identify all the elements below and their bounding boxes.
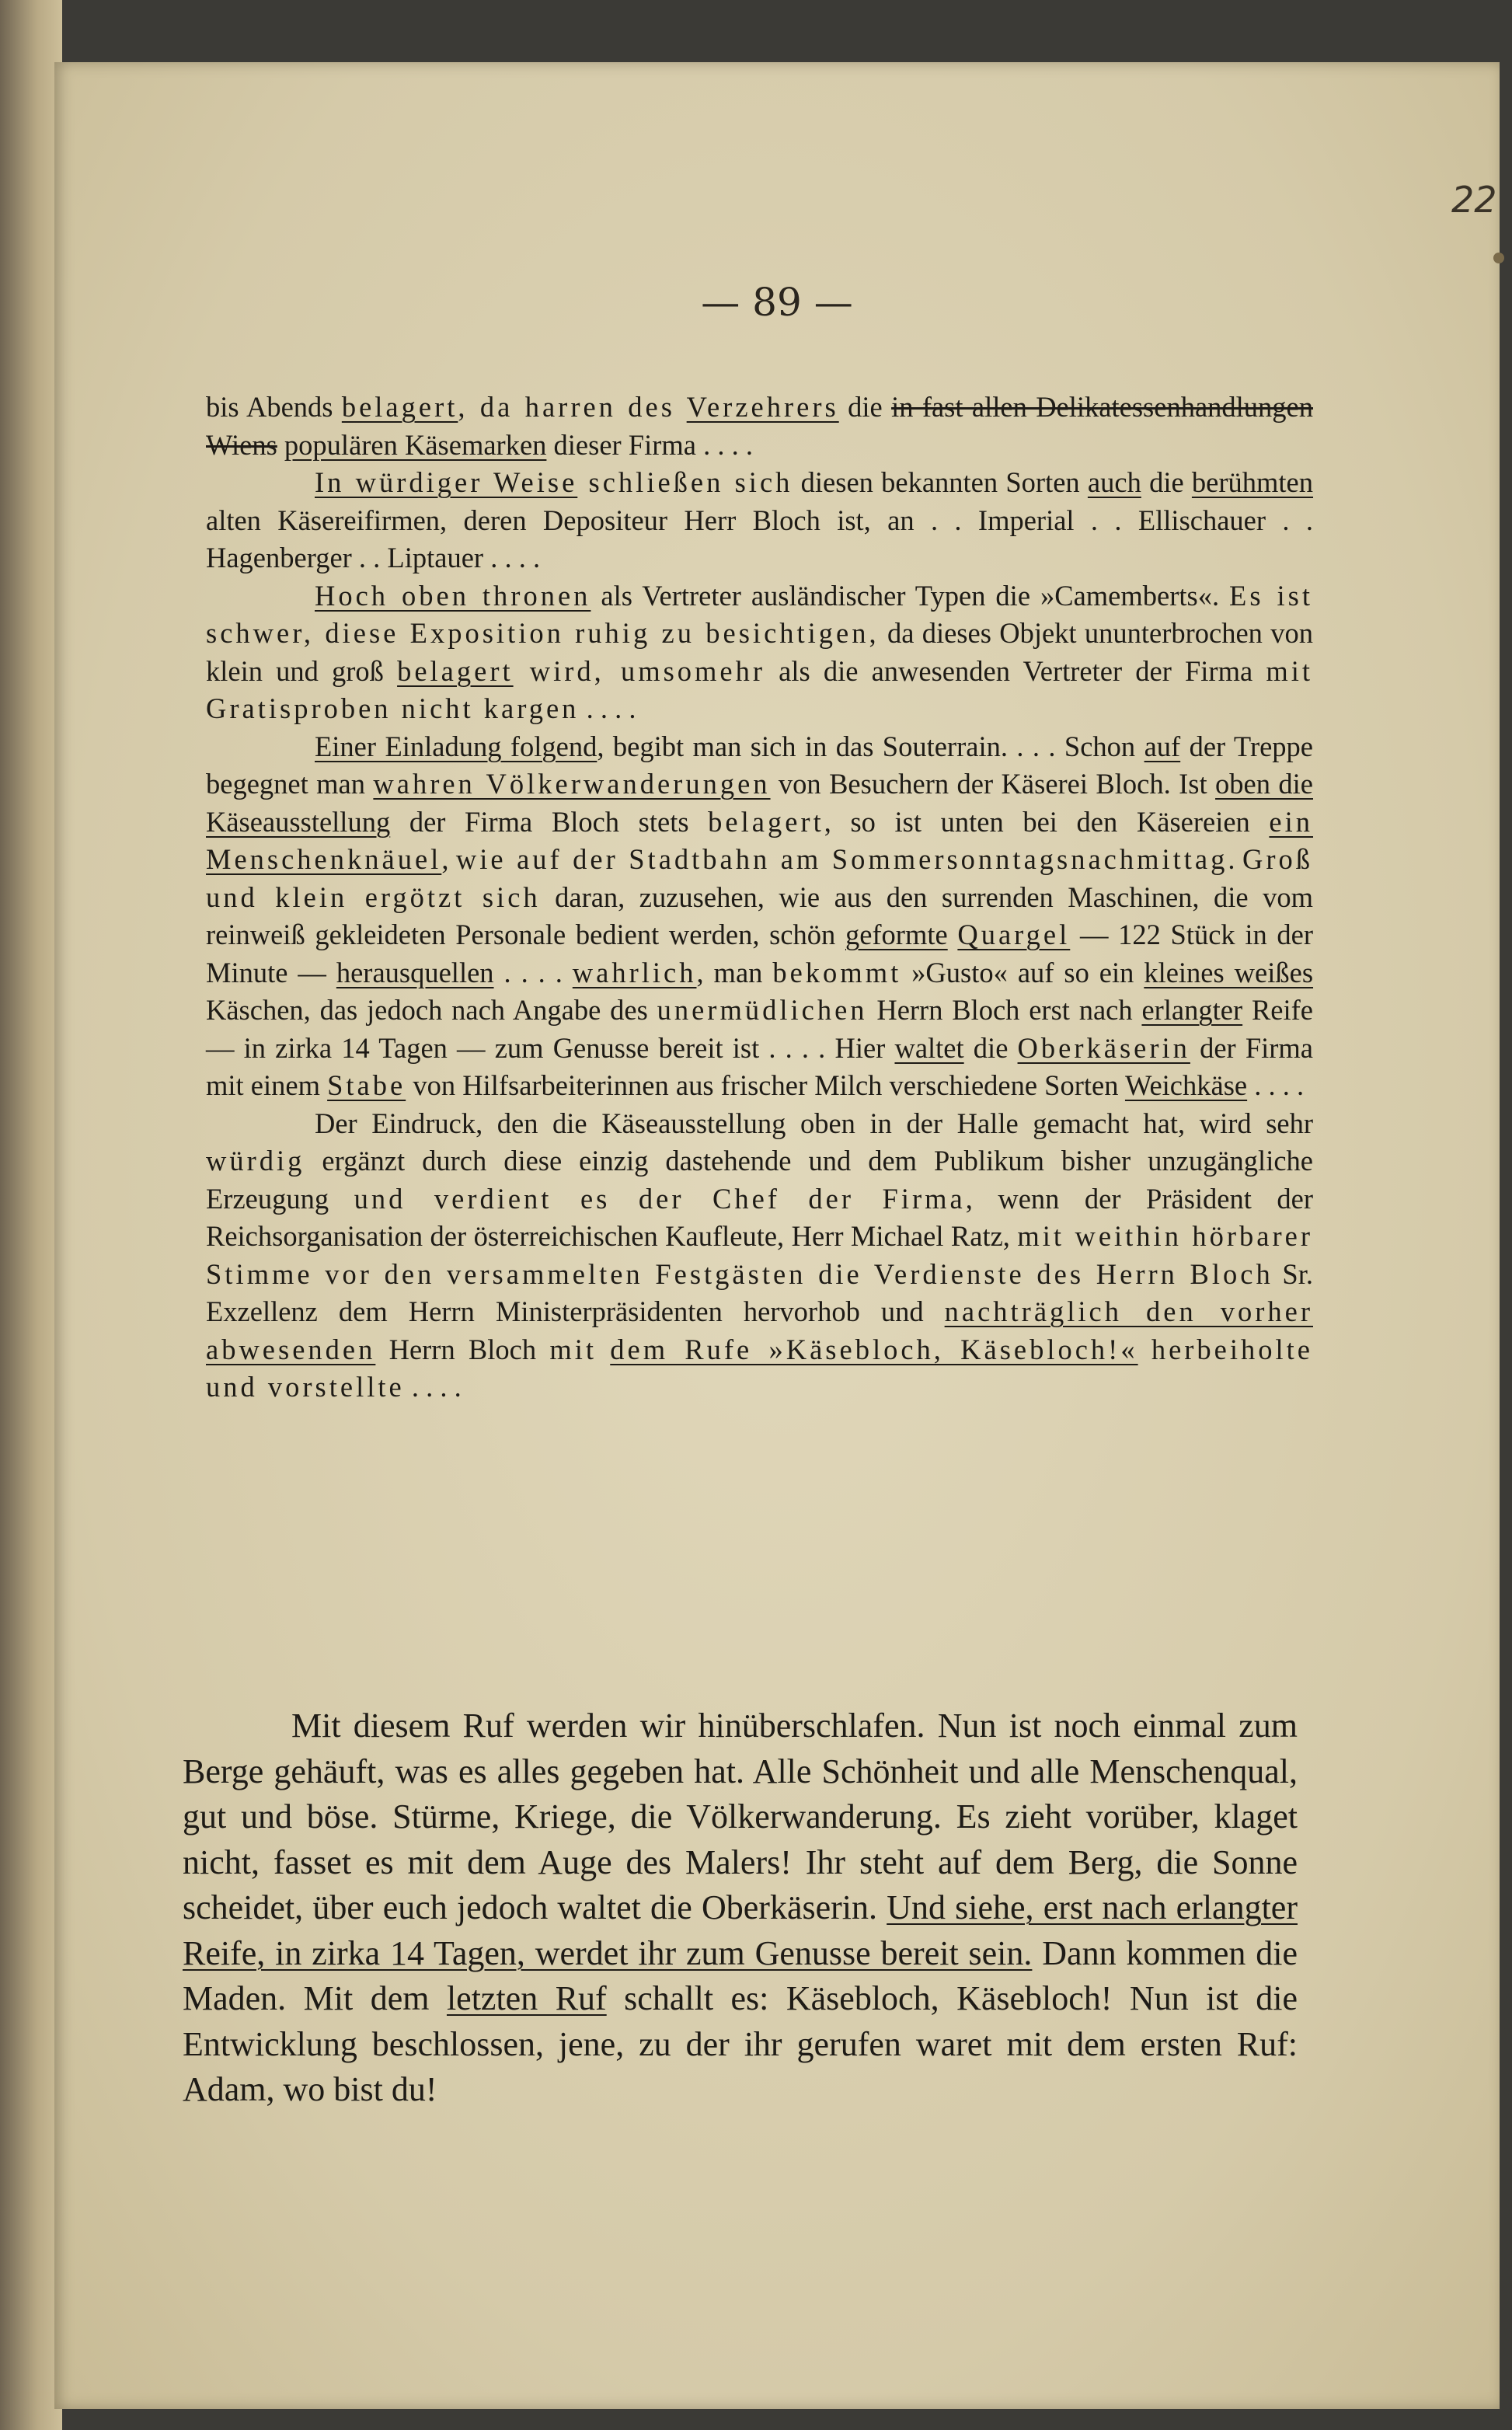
- text-run: und verdient es der Chef der Firma: [354, 1182, 966, 1215]
- text-run: alten Käsereifirmen, deren Depositeur Herr Bloch ist, an . . Imperial . . Ellischauer . . Hagenberger . . Liptauer . . . .: [206, 504, 1313, 574]
- text-run: populären Käsemarken: [284, 428, 547, 461]
- text-run: letzten Ruf: [446, 1979, 607, 2017]
- text-run: Verzehrers: [686, 391, 839, 423]
- text-run: waltet: [894, 1031, 964, 1064]
- text-run: dem Rufe »Käsebloch, Käsebloch!«: [610, 1333, 1138, 1365]
- text-run: die: [838, 391, 892, 423]
- text-run: belagert: [397, 654, 514, 687]
- text-run: als die anwesenden Vertreter der Firma: [765, 654, 1266, 687]
- text-run: Reife — in zirka 14 Tagen — zum Genusse bereit ist . . . . Hier: [206, 994, 1313, 1064]
- text-run: Groß und klein ergötzt sich: [206, 843, 1314, 913]
- text-run: , begibt man sich in das Souterrain. . . . Schon: [597, 730, 1144, 762]
- text-run: Käschen, das jedoch nach Angabe des: [206, 994, 657, 1026]
- text-run: — 122 Stück in der Minute —: [206, 919, 1314, 988]
- text-run: wahren Völkerwanderungen: [373, 768, 771, 800]
- text-run: Herrn Bloch: [375, 1333, 550, 1365]
- text-run: auf: [1144, 730, 1181, 762]
- text-run: [277, 429, 284, 461]
- main-text: [206, 389, 1313, 1407]
- text-run: mit weithin hörbarer Stimme vor den versammelten Festgästen die Verdienste des Herrn Bloch: [206, 1220, 1313, 1290]
- text-run: wird, umsomehr: [513, 654, 766, 687]
- text-run: geformte: [845, 919, 948, 950]
- paragraph: [206, 577, 1313, 728]
- text-run: ,: [441, 843, 456, 875]
- text-run: Hoch oben thronen: [315, 579, 591, 612]
- text-run: Herrn Bloch erst nach: [867, 994, 1142, 1026]
- text-run: Quargel: [957, 919, 1071, 950]
- paragraph: [183, 1703, 1298, 2113]
- text-run: herbeiholte und vorstellte: [206, 1333, 1313, 1403]
- text-run: erlangter: [1141, 994, 1243, 1026]
- paragraph: [206, 389, 1313, 464]
- text-run: .: [1228, 843, 1242, 875]
- ink-spot: [1493, 253, 1504, 263]
- text-run: ergänzt durch diese einzig dastehende und dem Publikum bisher unzugängliche Erzeugung: [206, 1145, 1313, 1215]
- text-run: oben die Käseausstellung: [206, 768, 1313, 838]
- text-run: , man: [696, 956, 773, 988]
- text-run: Einer Einladung folgend: [315, 730, 597, 762]
- text-run: unermüdlichen: [657, 994, 868, 1026]
- page-number: — 89 —: [701, 280, 853, 325]
- text-run: belagert: [708, 805, 824, 838]
- text-run: Stabe: [327, 1069, 406, 1101]
- text-run: würdig: [206, 1145, 305, 1177]
- text-run: der Firma Bloch stets: [390, 805, 709, 838]
- book-spine: [0, 0, 62, 2430]
- text-run: da: [479, 391, 525, 423]
- text-run: nachträglich den vorher abwesenden: [206, 1295, 1313, 1365]
- text-run: . . . .: [404, 1371, 462, 1403]
- text-run: In würdiger Weise: [315, 466, 578, 498]
- text-run: Dann kommen die Maden. Mit dem: [183, 1933, 1298, 2017]
- text-run: als Vertreter ausländischer Typen die »Camemberts«.: [591, 579, 1230, 612]
- text-run: mit: [549, 1333, 597, 1365]
- text-run: ,: [458, 391, 480, 423]
- text-run: . . . .: [1247, 1069, 1305, 1101]
- text-run: bekommt: [772, 956, 902, 988]
- text-run: [948, 919, 958, 950]
- text-run: harren des: [524, 391, 687, 423]
- text-run: schallt es: Käsebloch, Käsebloch! Nun ist die Entwicklung beschlossen, jene, zu der ihr gerufen waret mit dem ersten Ruf: Adam, wo bist du!: [183, 1979, 1298, 2108]
- closing-text: [183, 1703, 1298, 2113]
- paragraph: [206, 1105, 1313, 1407]
- book-page: [54, 62, 1500, 2409]
- paragraph: [206, 728, 1313, 1105]
- text-run: wie auf der Stadtbahn am Sommersonntagsnachmittag: [455, 843, 1228, 875]
- text-run: herausquellen: [336, 956, 494, 988]
- text-run: Oberkäserin: [1017, 1031, 1190, 1064]
- text-run: in fast allen Delikatessenhandlungen Wiens: [206, 391, 1313, 461]
- text-run: auch: [1087, 466, 1141, 498]
- text-run: die: [1141, 466, 1192, 498]
- text-run: schließen sich: [577, 466, 793, 498]
- text-run: diesen bekannten Sorten: [793, 466, 1088, 498]
- paragraph: [206, 464, 1313, 577]
- text-run: . . . .: [493, 956, 573, 988]
- handwritten-folio-number: 22: [1451, 179, 1497, 221]
- text-run: der Treppe begegnet man: [206, 730, 1313, 800]
- text-run: , wenn der Präsident der Reichsorganisation der österreichischen Kaufleute, Herr Michael Ratz,: [206, 1182, 1313, 1252]
- text-run: Weichkäse: [1124, 1069, 1248, 1101]
- text-run: belagert: [341, 391, 458, 423]
- text-run: [597, 1334, 610, 1365]
- text-run: . . . .: [579, 692, 636, 724]
- text-run: berühmten: [1191, 466, 1314, 498]
- text-run: dieser Firma . . . .: [546, 428, 753, 461]
- text-run: von Besuchern der Käserei Bloch. Ist: [770, 768, 1216, 800]
- text-run: bis Abends: [206, 391, 342, 423]
- text-run: Sr. Exzellenz dem Herrn Ministerpräsidenten hervorhob und: [206, 1257, 1313, 1327]
- text-run: , so ist unten bei den Käsereien: [824, 805, 1270, 838]
- text-run: mit Gratisproben nicht kargen: [206, 654, 1314, 724]
- text-run: »Gusto« auf so ein: [901, 956, 1144, 988]
- text-run: Und siehe, erst nach erlangter Reife, in zirka 14 Tagen, werdet ihr zum Genusse bereit sein.: [183, 1888, 1298, 1972]
- text-run: Der Eindruck, den die Käseausstellung oben in der Halle gemacht hat, wird sehr: [315, 1107, 1313, 1139]
- text-run: Es ist schwer, diese Exposition ruhig zu besichtigen,: [206, 579, 1313, 649]
- text-run: der Firma mit einem: [206, 1031, 1314, 1101]
- text-run: daran, zuzusehen, wie aus den surrenden Maschinen, die vom reinweiß gekleideten Personale bedient werden, schön: [206, 880, 1313, 950]
- text-run: wahrlich: [572, 956, 697, 988]
- text-run: da dieses Objekt ununterbrochen von klein und groß: [206, 617, 1313, 687]
- text-run: von Hilfsarbeiterinnen aus frischer Milch verschiedene Sorten: [406, 1069, 1125, 1101]
- text-run: kleines weißes: [1144, 956, 1314, 988]
- text-run: [1138, 1334, 1151, 1365]
- text-run: die: [963, 1031, 1018, 1064]
- text-run: ein Menschenknäuel: [206, 805, 1314, 875]
- text-run: Mit diesem Ruf werden wir hinüberschlafen. Nun ist noch einmal zum Berge gehäuft, was es alles gegeben hat. Alle Schönheit und alle Menschenqual, gut und böse. Stürme, Kriege, die Völkerwanderung. Es zieht vorüber, klaget nicht, fasset es mit dem Auge des Malers! Ihr steht auf dem Berg, die Sonne scheidet, über euch jedoch waltet die Oberkäserin.: [183, 1707, 1298, 1926]
